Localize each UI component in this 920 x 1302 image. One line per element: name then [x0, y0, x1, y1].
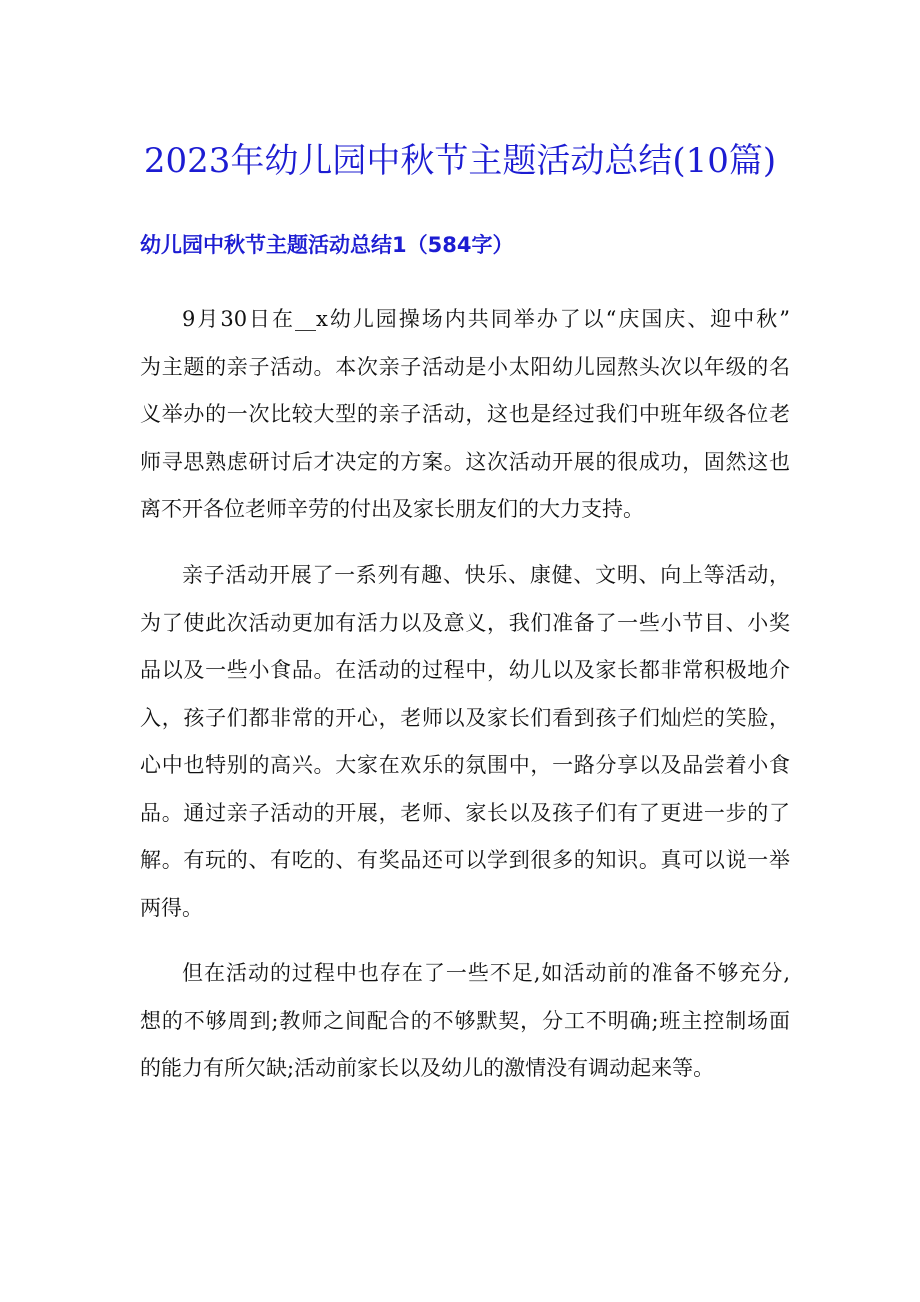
paragraph-line: 的能力有所欠缺;活动前家长以及幼儿的激情没有调动起来等。 [140, 1056, 715, 1080]
paragraph-line: 师寻思熟虑研讨后才决定的方案。这次活动开展的很成功，固然这也 [140, 449, 790, 474]
paragraph-line: 心中也特别的高兴。大家在欢乐的氛围中，一路分享以及品尝着小食 [140, 753, 790, 777]
paragraph-line: 离不开各位老师辛劳的付出及家长朋友们的大力支持。 [140, 497, 644, 521]
paragraph-line: 为了使此次活动更加有活力以及意义，我们准备了一些小节目、小奖 [140, 610, 790, 635]
paragraph-line: 品以及一些小食品。在活动的过程中，幼儿以及家长都非常积极地介 [140, 658, 790, 682]
paragraph-line: 品。通过亲子活动的开展，老师、家长以及孩子们有了更进一步的了 [140, 800, 790, 825]
paragraph-line: 解。有玩的、有吃的、有奖品还可以学到很多的知识。真可以说一举 [140, 848, 790, 872]
paragraph-3 [140, 950, 790, 1093]
paragraph-line: 为主题的亲子活动。本次亲子活动是小太阳幼儿园熬头次以年级的名 [140, 354, 790, 379]
paragraph-1 [140, 296, 790, 534]
paragraph-line: 亲子活动开展了一系列有趣、快乐、康健、文明、向上等活动， [182, 563, 790, 587]
paragraph-line: 但在活动的过程中也存在了一些不足,如活动前的准备不够充分, [182, 961, 790, 985]
paragraph-2 [140, 552, 790, 932]
document-title: 2023年幼儿园中秋节主题活动总结(10篇) [143, 141, 777, 181]
section-heading: 幼儿园中秋节主题活动总结1（584字） [140, 233, 514, 257]
paragraph-line: 两得。 [140, 895, 203, 920]
paragraph-line: 想的不够周到;教师之间配合的不够默契，分工不明确;班主控制场面 [140, 1008, 790, 1033]
paragraph-line: 入，孩子们都非常的开心，老师以及家长们看到孩子们灿烂的笑脸， [140, 705, 790, 730]
paragraph-line: 义举办的一次比较大型的亲子活动，这也是经过我们中班年级各位老 [140, 402, 790, 426]
paragraph-line: 9月30日在__x幼儿园操场内共同举办了以“庆国庆、迎中秋” [182, 307, 790, 331]
